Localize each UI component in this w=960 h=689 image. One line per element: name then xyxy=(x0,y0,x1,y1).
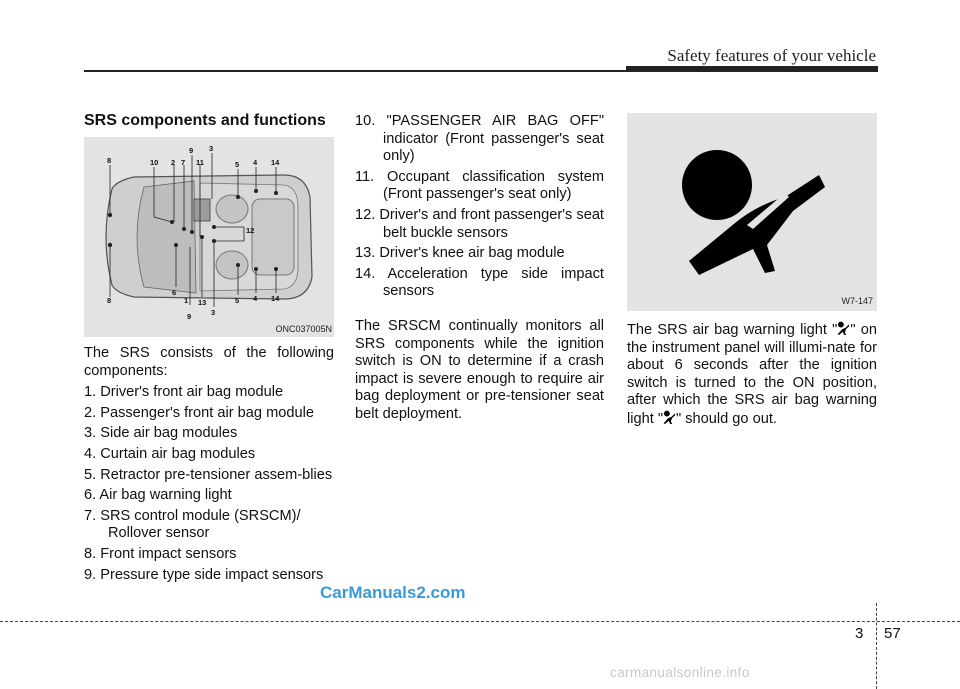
middle-column xyxy=(355,113,604,424)
figure-left-caption: ONC037005N xyxy=(275,324,332,334)
label-10: 10 xyxy=(150,158,159,167)
label-7: 7 xyxy=(181,158,186,167)
label-1: 1 xyxy=(184,296,189,305)
component-4: 4. Curtain air bag modules xyxy=(84,445,256,462)
airbag-warning-icon xyxy=(627,113,877,311)
component-1: 1. Driver's front air bag module xyxy=(84,384,284,401)
component-10: 10. "PASSENGER AIR BAG OFF" indicator (Front passenger's seat only) xyxy=(355,113,604,165)
label-12: 12 xyxy=(246,226,255,235)
watermark-carmanuals2[interactable]: CarManuals2.com xyxy=(320,583,466,602)
component-11: 11. Occupant classification system (Front passenger's seat only) xyxy=(355,168,604,203)
airbag-inline-icon-2 xyxy=(663,410,676,425)
label-8-top: 8 xyxy=(107,156,112,165)
component-8: 8. Front impact sensors xyxy=(84,545,237,562)
footer-divider xyxy=(876,603,877,689)
label-4-top: 4 xyxy=(253,158,258,167)
label-6: 6 xyxy=(172,288,177,297)
warning-text-2: " on the instrument panel will illumi-nate for about 6 seconds after the ignition switch is turned to the ON position, after which the SRS air bag warning light " xyxy=(627,322,877,427)
page-chapter: 3 xyxy=(855,625,864,642)
warning-paragraph xyxy=(627,321,877,429)
airbag-inline-icon xyxy=(837,321,850,336)
header-rule xyxy=(84,70,626,72)
component-7: 7. SRS control module (SRSCM)/ Rollover sensor xyxy=(84,507,301,542)
component-13: 13. Driver's knee air bag module xyxy=(355,245,565,262)
srscm-paragraph: The SRSCM continually monitors all SRS components while the ignition switch is ON to determine if a crash impact is severe enough to require air bag deployment or pre-tensioner seat belt deployment. xyxy=(355,317,604,422)
label-11: 11 xyxy=(196,158,204,167)
car-diagram xyxy=(84,137,334,337)
srs-components-figure xyxy=(84,137,334,337)
label-4-bottom: 4 xyxy=(253,294,258,303)
label-13: 13 xyxy=(198,298,207,307)
label-9-bottom: 9 xyxy=(187,312,192,321)
intro-text: The SRS consists of the following components: xyxy=(84,345,334,379)
watermark-carmanualsonline[interactable]: carmanualsonline.info xyxy=(610,665,750,680)
label-2: 2 xyxy=(171,158,176,167)
label-3-bottom: 3 xyxy=(211,308,216,317)
label-8-bottom: 8 xyxy=(107,296,112,305)
left-column xyxy=(84,345,334,584)
section-title: SRS components and functions xyxy=(84,112,326,129)
figure-right-caption: W7-147 xyxy=(841,296,873,306)
label-5-bottom: 5 xyxy=(235,296,240,305)
footer-rule xyxy=(0,621,960,622)
label-14-bottom: 14 xyxy=(271,294,280,303)
label-3-top: 3 xyxy=(209,144,214,153)
airbag-warning-figure xyxy=(627,113,877,311)
component-6: 6. Air bag warning light xyxy=(84,487,232,504)
component-5: 5. Retractor pre-tensioner assem-blies xyxy=(84,466,333,483)
header-title: Safety features of your vehicle xyxy=(667,46,876,65)
label-5-top: 5 xyxy=(235,160,240,169)
page-number: 57 xyxy=(884,625,901,642)
label-9-top: 9 xyxy=(189,146,194,155)
label-14-top: 14 xyxy=(271,158,280,167)
component-14: 14. Acceleration type side impact sensors xyxy=(355,265,604,300)
warning-text-1: The SRS air bag warning light " xyxy=(627,322,838,338)
component-3: 3. Side air bag modules xyxy=(84,425,238,442)
component-12: 12. Driver's and front passenger's seat belt buckle sensors xyxy=(355,206,604,241)
component-9: 9. Pressure type side impact sensors xyxy=(84,566,324,583)
component-2: 2. Passenger's front air bag module xyxy=(84,404,314,421)
warning-text-3: " should go out. xyxy=(676,410,777,427)
header-band xyxy=(626,66,878,72)
